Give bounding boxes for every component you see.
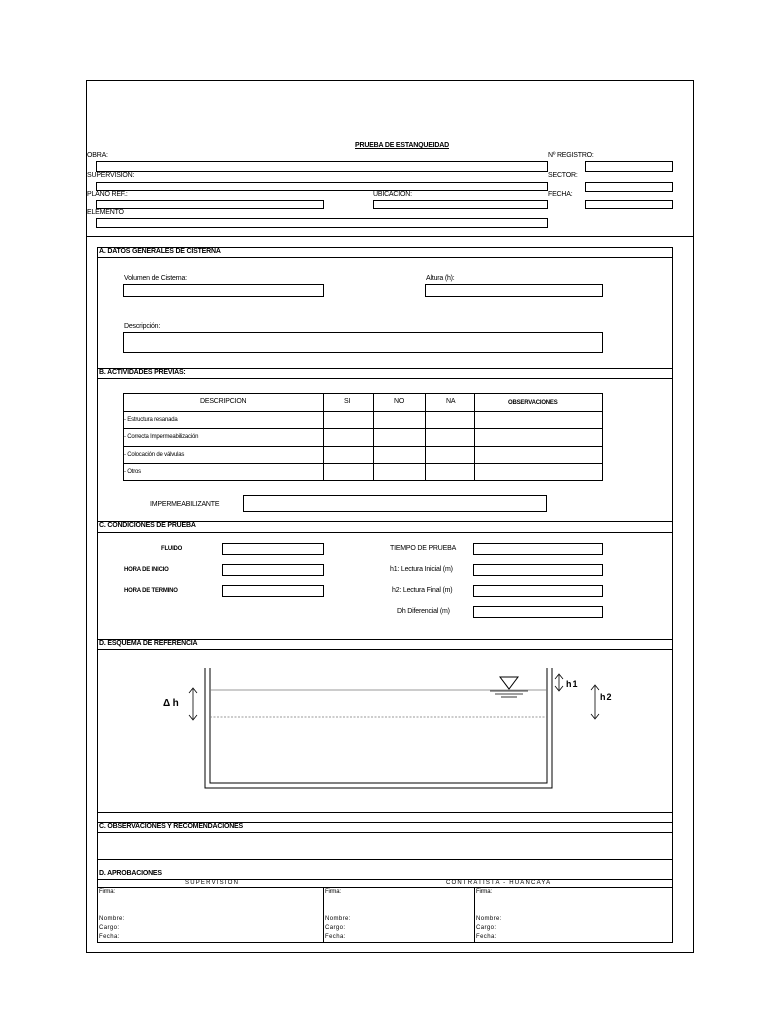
elemento-field[interactable] [96,218,548,228]
supervision-field[interactable] [96,182,548,191]
h1-diagram-label: h1 [566,679,579,689]
tank-inner-wall [210,668,547,783]
tank-diagram [150,660,630,795]
table-row: - Otros [124,469,141,475]
fecha-sign-label: Fecha: [99,934,120,940]
plano-label: PLANO REF.: [87,191,128,198]
h1-label: h1: Lectura Inicial (m) [390,566,453,573]
fluido-label: FLUIDO [161,546,183,552]
nombre-label: Nombre: [476,916,502,922]
apr-col-divider [474,887,475,943]
obra-label: OBRA: [87,152,108,159]
altura-label: Altura (h): [426,275,455,282]
hora-inicio-field[interactable] [222,564,324,576]
altura-field[interactable] [425,284,603,297]
section-b-line [97,378,673,379]
firma-label: Firma: [476,889,492,895]
nombre-label: Nombre: [99,916,125,922]
supervision-head: SUPERVISION [185,880,240,886]
dh-label: Dh Diferencial (m) [397,608,450,615]
cargo-label: Cargo: [476,925,497,931]
sector-field[interactable] [585,182,673,192]
firma-label: Firma: [325,889,341,895]
form-title: PRUEBA DE ESTANQUEIDAD [355,142,449,149]
ubicacion-field[interactable] [373,200,548,209]
apr-col-divider [323,887,324,943]
section-obs-top [97,812,673,813]
impermeabilizante-field[interactable] [243,495,547,512]
cargo-label: Cargo: [99,925,120,931]
elemento-label: ELEMENTO [87,209,124,216]
fecha-sign-label: Fecha: [476,934,497,940]
descripcion-field[interactable] [123,332,603,353]
col-divider [425,393,426,481]
section-apr-line [97,879,673,880]
section-d-line [97,649,673,650]
hora-termino-field[interactable] [222,585,324,597]
water-level-icon [500,677,518,689]
volumen-field[interactable] [123,284,324,297]
col-divider [323,393,324,481]
col-header-no: NO [394,398,405,405]
firma-label: Firma: [99,889,115,895]
hora-inicio-label: HORA DE INICIO [124,567,169,573]
section-c-title: C. CONDICIONES DE PRUEBA [99,522,196,529]
h2-field[interactable] [473,585,603,597]
h2-diagram-label: h2 [600,692,613,702]
header-divider [86,236,694,237]
tiempo-field[interactable] [473,543,603,555]
ubicacion-label: UBICACION: [373,191,412,198]
fecha-field[interactable] [585,200,673,209]
row-divider [123,446,603,447]
supervision-label: SUPERVISION: [87,172,135,179]
obra-field[interactable] [96,161,548,172]
col-header-si: SI [344,398,351,405]
section-obs-line [97,832,673,833]
section-a-title: A. DATOS GENERALES DE CISTERNA [99,248,221,255]
registro-field[interactable] [585,161,673,172]
delta-h-label: Δ h [163,698,179,709]
section-apr-title: D. APROBACIONES [99,870,162,877]
fluido-field[interactable] [222,543,324,555]
table-row: - Colocación de válvulas [124,452,185,458]
section-a-line [97,257,673,258]
registro-label: Nº REGISTRO: [548,152,594,159]
h1-field[interactable] [473,564,603,576]
fecha-label: FECHA: [548,191,573,198]
h2-label: h2: Lectura Final (m) [392,587,453,594]
col-divider [474,393,475,481]
fecha-sign-label: Fecha: [325,934,346,940]
hora-termino-label: HORA DE TERMINO [124,588,178,594]
col-divider [373,393,374,481]
section-obs-bottom [97,859,673,860]
row-divider [123,428,603,429]
section-obs-title: C. OBSERVACIONES Y RECOMENDACIONES [99,823,243,830]
table-row: - Estructura resanada [124,417,178,423]
section-d-title: D. ESQUEMA DE REFERENCIA [99,640,198,647]
col-header-observaciones: OBSERVACIONES [508,400,558,406]
tank-outer-wall [205,668,552,788]
row-divider [123,463,603,464]
nombre-label: Nombre: [325,916,351,922]
sector-label: SECTOR: [548,172,578,179]
table-row: - Correcta Impermeabilización [124,434,199,440]
cargo-label: Cargo: [325,925,346,931]
impermeabilizante-label: IMPERMEABILIZANTE [150,501,220,508]
col-header-descripcion: DESCRIPCION [200,398,247,405]
section-apr-line2 [97,887,673,888]
section-c-line [97,532,673,533]
plano-field[interactable] [96,200,324,209]
section-b-title: B. ACTIVIDADES PREVIAS: [99,369,186,376]
tiempo-label: TIEMPO DE PRUEBA [390,545,457,552]
contratista-head: CONTRATISTA - HUANCAYA [446,880,552,886]
col-header-na: NA [446,398,456,405]
volumen-label: Volumen de Cisterna: [124,275,187,282]
row-divider [123,411,603,412]
descripcion-label: Descripción: [124,323,161,330]
dh-field[interactable] [473,606,603,618]
